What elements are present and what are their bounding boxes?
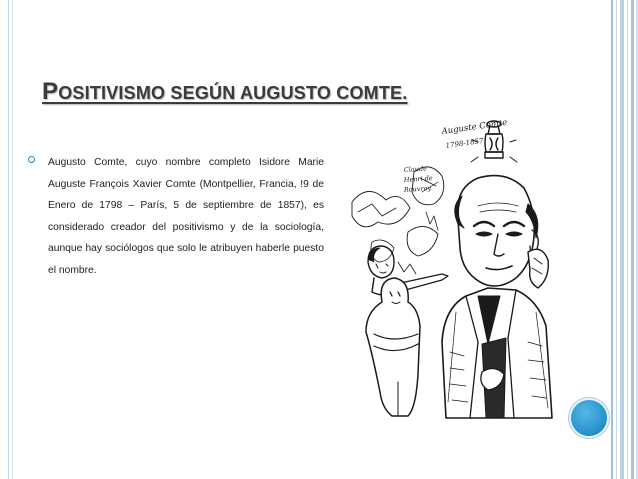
caption-name: Auguste Comte bbox=[441, 117, 508, 137]
frame-line-left-inner bbox=[12, 0, 13, 479]
caption-side-3: Rouvroy bbox=[403, 184, 432, 194]
slide-title bbox=[42, 70, 407, 107]
decor-stripe bbox=[616, 0, 617, 479]
title-first-letter: P bbox=[42, 78, 59, 105]
decor-stripe bbox=[611, 0, 613, 479]
bullet-text: Augusto Comte, cuyo nombre completo Isidore Marie Auguste François Xavier Comte (Montpellier, Francia, !9 de Enero de 1798 – París, 5 de septiembre de 1857), es considerado creador del positivismo y de la sociología, aunque hay sociólogos que solo le atribuyen haberle puesto el nombre. bbox=[48, 157, 324, 276]
pointing-man bbox=[368, 246, 448, 295]
caption-side-2: Henri de bbox=[403, 173, 434, 184]
bullet-item bbox=[28, 152, 324, 281]
comte-illustration bbox=[338, 112, 560, 422]
comte-figure bbox=[442, 176, 552, 418]
blob-figure bbox=[366, 278, 420, 416]
caption-years: 1798-1857 bbox=[445, 136, 484, 150]
bullet-circle-icon bbox=[28, 156, 35, 163]
frame-line-left bbox=[8, 0, 9, 479]
title-rest: OSITIVISMO SEGÚN AUGUSTO COMTE. bbox=[58, 83, 408, 103]
decor-stripe bbox=[627, 0, 628, 479]
caption-side-1: Claude bbox=[403, 164, 428, 174]
decor-circle bbox=[569, 398, 609, 438]
decor-stripe bbox=[631, 0, 634, 479]
decor-stripe bbox=[620, 0, 624, 479]
